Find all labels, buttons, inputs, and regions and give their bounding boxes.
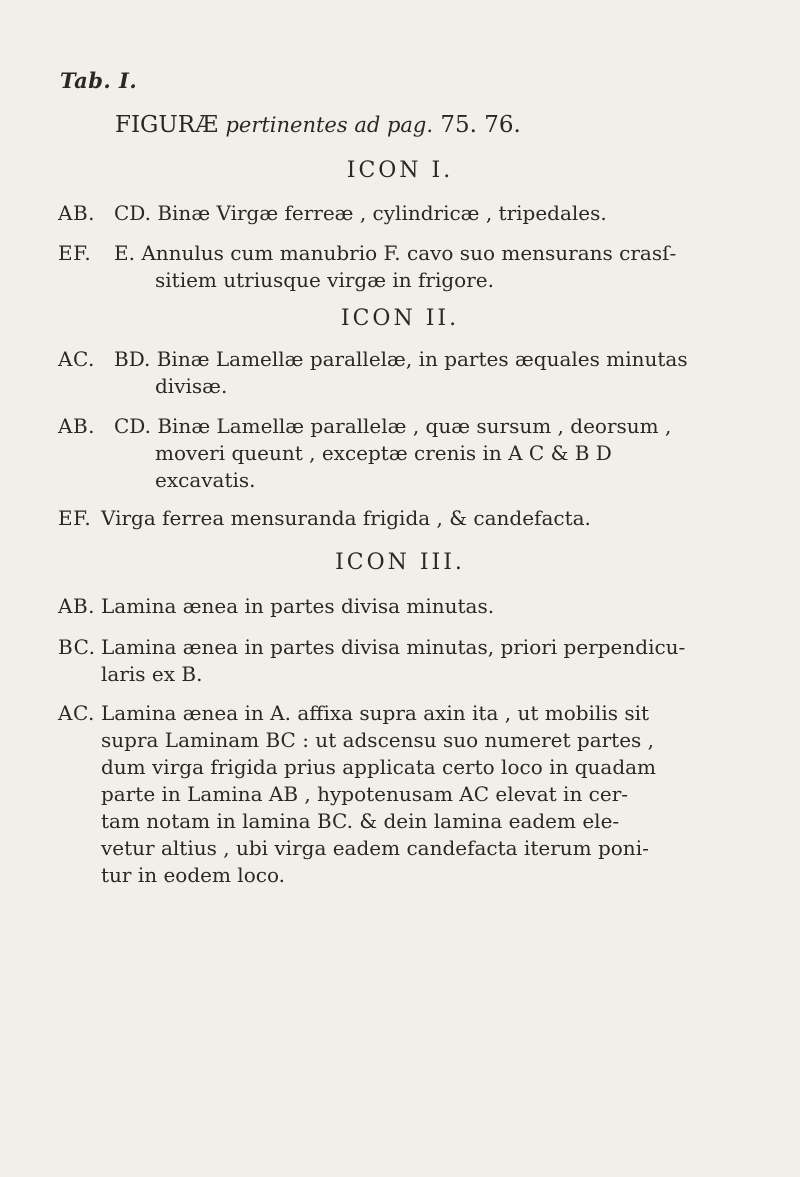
entry-line: moveri queunt , exceptæ crenis in A C & B D: [155, 441, 612, 465]
entry-line: tam notam in lamina BC. & dein lamina eadem ele-: [101, 809, 620, 833]
icon-3-heading: ICON III.: [335, 550, 465, 575]
entry-line: Lamina ænea in partes divisa minutas, priori perpendicu-: [101, 635, 686, 659]
entry-label: AC.: [58, 701, 95, 725]
entry-line: Virga ferrea mensuranda frigida , & candefacta.: [101, 506, 591, 530]
entry-line: excavatis.: [155, 468, 256, 492]
entry-text: [114, 240, 734, 294]
title-main: FIGURÆ: [115, 112, 219, 138]
entry-text: [114, 346, 734, 400]
entry-label: AC.: [58, 347, 95, 371]
entry-line: vetur altius , ubi virga eadem candefacta iterum poni-: [101, 836, 649, 860]
entry-text: [101, 593, 721, 620]
entry-text: [114, 413, 734, 494]
entry-label: AB.: [58, 594, 95, 618]
entry-line: Lamina ænea in partes divisa minutas.: [101, 594, 495, 618]
entry-label: BC.: [58, 635, 96, 659]
entry-text: [101, 505, 721, 532]
entry-label: EF.: [58, 506, 92, 530]
entry-line: parte in Lamina AB , hypotenusam AC elevat in cer-: [101, 782, 629, 806]
title-italic: pertinentes ad pag.: [225, 113, 434, 137]
page-title: [115, 112, 521, 138]
title-pages: 75. 76.: [440, 112, 521, 138]
entry-line: supra Laminam BC : ut adscensu suo numeret partes ,: [101, 728, 655, 752]
entry-line: sitiem utriusque virgæ in frigore.: [155, 268, 494, 292]
entry-line: BD. Binæ Lamellæ parallelæ, in partes æquales minutas: [114, 347, 688, 371]
entry-line: CD. Binæ Lamellæ parallelæ , quæ sursum , deorsum ,: [114, 414, 672, 438]
entry-line: tur in eodem loco.: [101, 863, 285, 887]
entry-line: E. Annulus cum manubrio F. cavo suo mensurans crasſ-: [114, 241, 677, 265]
entry-text: [101, 634, 721, 688]
entry-line: laris ex B.: [101, 662, 203, 686]
plate-number: Tab. I.: [60, 68, 138, 93]
entry-label: AB.: [58, 414, 95, 438]
entry-line: divisæ.: [155, 374, 228, 398]
icon-1-heading: ICON I.: [346, 158, 454, 183]
entry-text: [101, 700, 721, 889]
entry-label: AB.: [58, 201, 95, 225]
entry-line: dum virga frigida prius applicata certo loco in quadam: [101, 755, 657, 779]
entry-text: [114, 200, 734, 227]
entry-line: CD. Binæ Virgæ ferreæ , cylindricæ , tripedales.: [114, 201, 607, 225]
entry-label: EF.: [58, 241, 92, 265]
icon-2-heading: ICON II.: [340, 306, 460, 331]
entry-line: Lamina ænea in A. affixa supra axin ita , ut mobilis sit: [101, 701, 650, 725]
